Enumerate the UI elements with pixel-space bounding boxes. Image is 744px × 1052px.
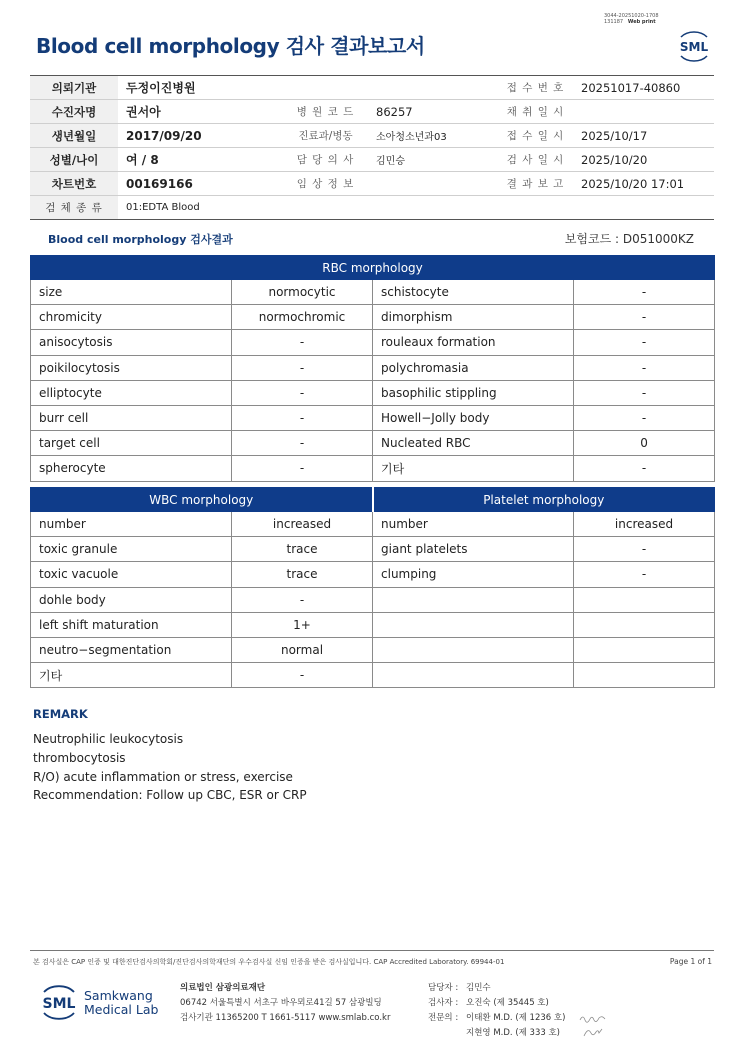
birth-value: 2017/09/20 <box>118 124 283 148</box>
rbc-row <box>31 280 715 305</box>
item-result <box>574 612 715 637</box>
item-name: burr cell <box>31 405 232 430</box>
item-result: normochromic <box>232 305 373 330</box>
svg-text:SML: SML <box>42 996 76 1012</box>
item-result: - <box>232 330 373 355</box>
signature <box>578 1011 612 1041</box>
remark-line: Recommendation: Follow up CBC, ESR or CRP <box>33 788 307 803</box>
rbc-header-row <box>31 256 715 280</box>
specimen-value: 01:EDTA Blood <box>118 196 714 220</box>
insurance-code: 보험코드 : D051000KZ <box>564 232 694 246</box>
patient-value: 권서아 <box>118 100 283 124</box>
item-name: toxic vacuole <box>31 562 232 587</box>
test-date-label: 검 사 일 시 <box>498 148 573 172</box>
item-name: schistocyte <box>373 280 574 305</box>
item-result: - <box>232 587 373 612</box>
chart-no-label: 차트번호 <box>30 172 118 196</box>
item-result: - <box>574 456 715 481</box>
item-name: anisocytosis <box>31 330 232 355</box>
org-info <box>180 981 390 1026</box>
patient-label: 수진자명 <box>30 100 118 124</box>
item-name: rouleaux formation <box>373 330 574 355</box>
org-name: 의료법인 삼광의료재단 <box>180 983 266 993</box>
item-result: - <box>232 456 373 481</box>
wbc-platelet-row <box>31 512 715 537</box>
item-result: - <box>232 431 373 456</box>
info-row <box>30 196 714 220</box>
item-result: - <box>574 380 715 405</box>
item-name: dimorphism <box>373 305 574 330</box>
staff-row: 담당자 : 김민수 <box>428 983 491 993</box>
org-address: 06742 서울특별시 서초구 바우뫼로41길 57 삼광빌딩 <box>180 998 382 1008</box>
report-date-label: 결 과 보 고 <box>498 172 573 196</box>
item-result: 0 <box>574 431 715 456</box>
remark-text <box>33 730 307 805</box>
item-result: - <box>232 405 373 430</box>
item-result: trace <box>232 537 373 562</box>
specimen-label: 검 체 종 류 <box>30 196 118 220</box>
receipt-no-value: 20251017-40860 <box>573 76 714 100</box>
footer-note: 본 검사실은 CAP 인증 및 대한진단검사의학회/진단검사의학재단의 우수검사실 신임 인증을 받은 검사실입니다. CAP Accredited Laboratory. 69944-01 <box>33 958 505 966</box>
dept-value: 소아청소년과03 <box>368 124 498 148</box>
test-date-value: 2025/10/20 <box>573 148 714 172</box>
item-name: giant platelets <box>373 537 574 562</box>
item-result: - <box>574 537 715 562</box>
staff-info <box>428 981 565 1041</box>
hospital-code-value: 86257 <box>368 100 498 124</box>
item-name: poikilocytosis <box>31 355 232 380</box>
item-name: number <box>373 512 574 537</box>
patient-info-table <box>30 75 714 220</box>
birth-label: 생년월일 <box>30 124 118 148</box>
info-row <box>30 124 714 148</box>
chart-no-value: 00169166 <box>118 172 283 196</box>
rbc-morphology-table <box>30 255 715 482</box>
wbc-platelet-row <box>31 562 715 587</box>
wbc-platelet-row <box>31 663 715 688</box>
report-date-value: 2025/10/20 17:01 <box>573 172 714 196</box>
item-result: - <box>574 562 715 587</box>
org-contact: 검사기관 11365200 T 1661-5117 www.smlab.co.kr <box>180 1013 391 1023</box>
info-row <box>30 100 714 124</box>
request-org-value: 두정이진병원 <box>118 76 498 100</box>
rbc-row <box>31 431 715 456</box>
item-name: size <box>31 280 232 305</box>
item-name: left shift maturation <box>31 612 232 637</box>
wbc-platelet-table <box>30 487 715 688</box>
item-name <box>373 587 574 612</box>
rbc-row <box>31 405 715 430</box>
item-name: 기타 <box>373 456 574 481</box>
item-name: Howell−Jolly body <box>373 405 574 430</box>
item-name: number <box>31 512 232 537</box>
item-name: neutro−segmentation <box>31 637 232 662</box>
item-name: toxic granule <box>31 537 232 562</box>
item-name: clumping <box>373 562 574 587</box>
remark-line: Neutrophilic leukocytosis <box>33 732 184 746</box>
wbc-platelet-header-row <box>31 488 715 512</box>
item-name: chromicity <box>31 305 232 330</box>
item-result: - <box>574 280 715 305</box>
item-result: trace <box>232 562 373 587</box>
item-result: increased <box>574 512 715 537</box>
collect-date-value <box>573 100 714 124</box>
item-result: increased <box>232 512 373 537</box>
results-title: Blood cell morphology 검사결과 <box>48 233 233 246</box>
info-row <box>30 76 714 100</box>
item-result <box>574 663 715 688</box>
item-name: target cell <box>31 431 232 456</box>
item-name: Nucleated RBC <box>373 431 574 456</box>
receipt-no-label: 접 수 번 호 <box>498 76 573 100</box>
item-name: spherocyte <box>31 456 232 481</box>
report-title: Blood cell morphology 검사 결과보고서 <box>36 34 425 58</box>
brand-name: Samkwang Medical Lab <box>84 988 159 1017</box>
item-result: 1+ <box>232 612 373 637</box>
receipt-date-value: 2025/10/17 <box>573 124 714 148</box>
remark-line: R/O) acute inflammation or stress, exercise <box>33 769 293 784</box>
sml-logo <box>674 28 714 64</box>
item-name: 기타 <box>31 663 232 688</box>
item-result: - <box>232 380 373 405</box>
item-name: dohle body <box>31 587 232 612</box>
collect-date-label: 채 취 일 시 <box>498 100 573 124</box>
print-id: 3044-20251020-1708 131187 Web print <box>604 13 659 25</box>
wbc-platelet-row <box>31 537 715 562</box>
item-result: - <box>574 305 715 330</box>
rbc-row <box>31 330 715 355</box>
item-name: elliptocyte <box>31 380 232 405</box>
item-name <box>373 612 574 637</box>
item-result: normal <box>232 637 373 662</box>
receipt-date-label: 접 수 일 시 <box>498 124 573 148</box>
item-result <box>574 637 715 662</box>
wbc-platelet-row <box>31 637 715 662</box>
sml-logo-footer <box>36 982 82 1022</box>
doctor-value: 김민승 <box>368 148 498 172</box>
hospital-code-label: 병 원 코 드 <box>283 100 368 124</box>
clinical-label: 임 상 정 보 <box>283 172 368 196</box>
info-row <box>30 172 714 196</box>
sex-age-value: 여 / 8 <box>118 148 283 172</box>
page-number: Page 1 of 1 <box>669 957 712 966</box>
dept-label: 진료과/병동 <box>283 124 368 148</box>
rbc-row <box>31 380 715 405</box>
wbc-platelet-row <box>31 612 715 637</box>
item-result: - <box>574 330 715 355</box>
rbc-row <box>31 456 715 481</box>
rbc-row <box>31 305 715 330</box>
remark-title: REMARK <box>33 707 88 721</box>
item-name: basophilic stippling <box>373 380 574 405</box>
item-result: - <box>232 355 373 380</box>
clinical-value <box>368 172 498 196</box>
item-name <box>373 663 574 688</box>
wbc-platelet-row <box>31 587 715 612</box>
item-result: - <box>574 355 715 380</box>
item-name: polychromasia <box>373 355 574 380</box>
item-result <box>574 587 715 612</box>
remark-line: thrombocytosis <box>33 750 126 765</box>
staff-row: 지현영 M.D. (제 333 호) <box>466 1028 561 1038</box>
doctor-label: 담 당 의 사 <box>283 148 368 172</box>
footer-divider <box>30 950 714 951</box>
svg-text:SML: SML <box>679 40 709 54</box>
staff-row: 전문의 : 이태환 M.D. (제 1236 호) <box>428 1013 566 1023</box>
staff-row: 검사자 : 오진숙 (제 35445 호) <box>428 998 549 1008</box>
wbc-header: WBC morphology <box>31 488 373 512</box>
item-result: - <box>232 663 373 688</box>
item-result: normocytic <box>232 280 373 305</box>
rbc-header: RBC morphology <box>31 256 715 280</box>
sex-age-label: 성별/나이 <box>30 148 118 172</box>
item-name <box>373 637 574 662</box>
info-row <box>30 148 714 172</box>
rbc-row <box>31 355 715 380</box>
request-org-label: 의뢰기관 <box>30 76 118 100</box>
platelet-header: Platelet morphology <box>373 488 715 512</box>
item-result: - <box>574 405 715 430</box>
